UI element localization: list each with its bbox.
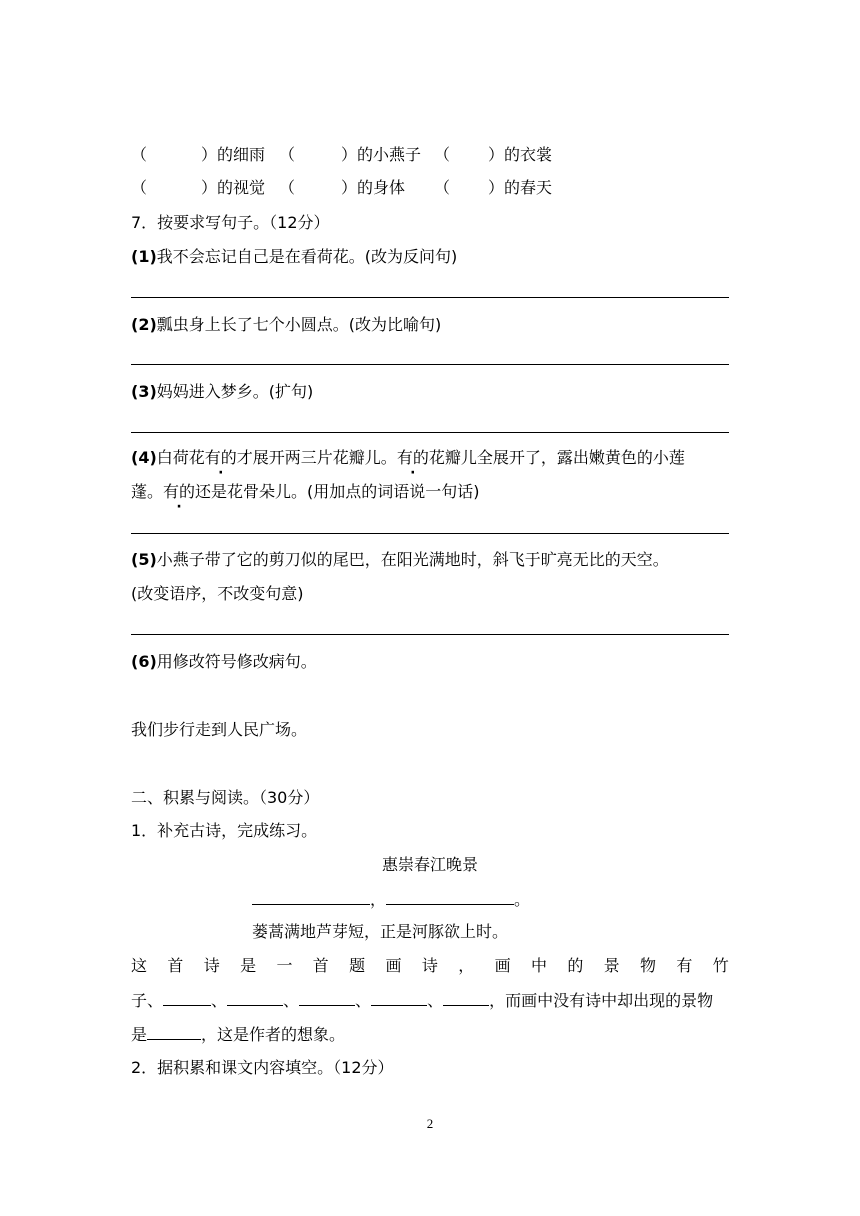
poem-title: 惠崇春江晚景 [381, 855, 478, 874]
paragraph-line-2: 子、 、 、 、 、 ，而画中没有诗中却出现的景物 [131, 991, 714, 1010]
q7-item-5-line2: (改变语序，不改变句意) [131, 584, 304, 603]
scene-blank-2[interactable] [227, 989, 283, 1006]
q7-item-4-line2: 蓬。有的还是花骨朵儿。(用加点的词语说一句话) [131, 482, 480, 501]
paragraph-char: 物 [640, 956, 657, 975]
paragraph-char: 首 [312, 956, 329, 975]
paragraph-char: 画 [494, 956, 511, 975]
poem-blank-1[interactable] [252, 888, 370, 905]
exam-page: （ ）的细雨 （ ）的小燕子 （ ）的衣裳 （ ）的视觉 （ ）的身体 （ ）的春天 7．按要求写句子。（12分） (1)我不会忘记自己是在看荷花。(改为反问句) (2)瓢虫身上长了七个小圆点。(改为比喻句) (3)妈妈进入梦乡。(扩句) (4)白荷花有的才展开两三片花瓣儿。有的花瓣儿全展开了，露出嫩黄色的小莲 蓬。有的还是花骨朵儿。(用加点的词语说一句话) (5)小燕子带了它的剪刀似的尾巴，在阳光满地时，斜飞于旷亮无比的天空。 (改变语序，不改变句意) (6)用修改符号修改病句。 我们步行走到人民广场。 二、积累与阅读。（30分） 1．补充古诗，完成练习。 惠崇春江晚景 ， 。 蒌蒿满地芦芽短，正是河豚欲上时。 这 首 诗 是 一 首 题 画 诗 ， 画 中 的 景 物 有 竹 子、 、 、 、 、 ，而画中没有诗中却出现的景物 是 ，这是作者的想象。 2．据积累和课文内容填空。（12分） 2 [0, 0, 860, 1216]
q7-item-1: (1)我不会忘记自己是在看荷花。(改为反问句) [131, 247, 458, 266]
answer-line-3[interactable] [131, 432, 729, 433]
imagined-scene-blank[interactable] [147, 1023, 201, 1040]
poem-line-2: 蒌蒿满地芦芽短，正是河豚欲上时。 [252, 922, 509, 941]
paragraph-char: 一 [276, 956, 293, 975]
section2-title: 二、积累与阅读。（30分） [131, 788, 320, 807]
section2-q2-title: 2．据积累和课文内容填空。（12分） [131, 1058, 394, 1077]
answer-line-5[interactable] [131, 634, 729, 635]
answer-line-2[interactable] [131, 364, 729, 365]
paragraph-char: 中 [530, 956, 547, 975]
q7-title: 7．按要求写句子。（12分） [131, 213, 330, 232]
section2-q1-title: 1．补充古诗，完成练习。 [131, 821, 318, 840]
paragraph-char: 这 [131, 956, 148, 975]
emphasized-word: 有的 [163, 482, 196, 501]
answer-line-4[interactable] [131, 533, 729, 534]
paragraph-char: 题 [349, 956, 366, 975]
paragraph-char: 景 [603, 956, 620, 975]
q7-item-6: (6)用修改符号修改病句。 [131, 652, 317, 671]
answer-line-1[interactable] [131, 297, 729, 298]
paragraph-line-3: 是 ，这是作者的想象。 [131, 1025, 346, 1044]
paragraph-char: 是 [240, 956, 257, 975]
paragraph-line-1 [131, 955, 729, 977]
q7-item-2: (2)瓢虫身上长了七个小圆点。(改为比喻句) [131, 315, 442, 334]
paragraph-char: 诗 [203, 956, 220, 975]
paragraph-char: 有 [676, 956, 693, 975]
poem-blank-2[interactable] [386, 888, 514, 905]
paragraph-char: ， [458, 956, 475, 975]
paragraph-char: 竹 [712, 956, 729, 975]
paragraph-char: 诗 [421, 956, 438, 975]
poem-line-1: ， 。 [252, 888, 530, 911]
paragraph-char: 首 [167, 956, 184, 975]
emphasized-word: 有的 [396, 448, 429, 467]
page-number: 2 [426, 1116, 434, 1131]
q7-item-5-line1: (5)小燕子带了它的剪刀似的尾巴，在阳光满地时，斜飞于旷亮无比的天空。 [131, 550, 669, 569]
paragraph-char: 画 [385, 956, 402, 975]
q7-item-4-line1: (4)白荷花有的才展开两三片花瓣儿。有的花瓣儿全展开了，露出嫩黄色的小莲 [131, 448, 685, 467]
paragraph-char: 的 [567, 956, 584, 975]
scene-blank-5[interactable] [443, 989, 489, 1006]
sick-sentence: 我们步行走到人民广场。 [131, 720, 308, 739]
scene-blank-4[interactable] [371, 989, 427, 1006]
q7-item-3: (3)妈妈进入梦乡。(扩句) [131, 382, 314, 401]
scene-blank-3[interactable] [299, 989, 355, 1006]
emphasized-word: 有的 [204, 448, 237, 467]
scene-blank-1[interactable] [163, 989, 211, 1006]
